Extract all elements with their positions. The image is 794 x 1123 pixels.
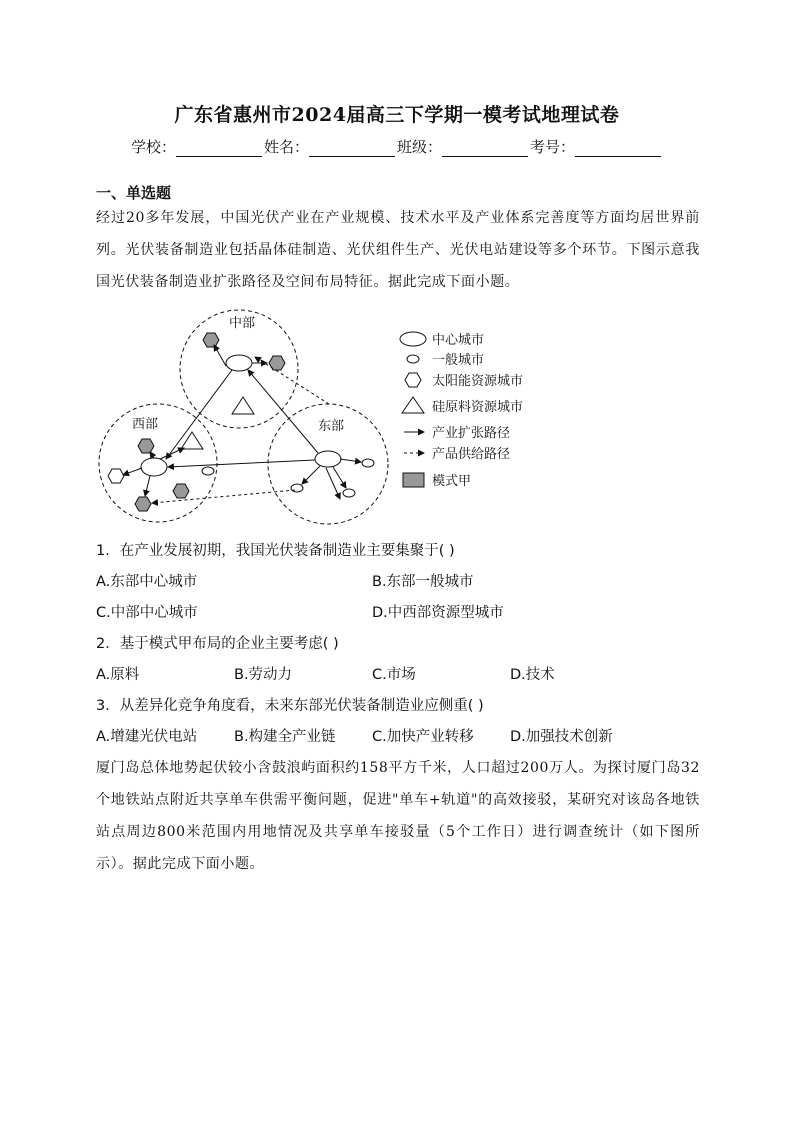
school-blank[interactable] — [176, 142, 262, 157]
west-region-label: 西部 — [132, 417, 159, 432]
expansion-path-arrow — [214, 345, 226, 366]
question-2-option-d[interactable]: D.技术 — [510, 667, 555, 683]
legend-general-city-icon — [407, 355, 419, 363]
legend-label: 产业扩张路径 — [432, 426, 511, 441]
question-1-stem: 1．在产业发展初期，我国光伏装备制造业主要集聚于( ) — [96, 543, 455, 559]
legend-label: 硅原料资源城市 — [432, 400, 524, 415]
page-title: 广东省惠州市2024届高三下学期一模考试地理试卷 — [174, 104, 620, 126]
question-1-option-a[interactable]: A.东部中心城市 — [96, 574, 198, 590]
mode-a-hexagon — [203, 333, 219, 347]
legend-solar-city-icon — [405, 373, 421, 387]
expansion-path-arrow — [145, 476, 150, 496]
diagram-legend — [400, 332, 523, 489]
east-region-label: 东部 — [318, 419, 345, 434]
question-3-option-c[interactable]: C.加快产业转移 — [372, 729, 474, 745]
question-3-option-a[interactable]: A.增建光伏电站 — [96, 729, 198, 745]
expansion-path-arrow — [302, 466, 320, 484]
expansion-path-arrow — [150, 452, 154, 458]
passage-1: 经过20多年发展，中国光伏产业在产业规模、技术水平及产业体系完善度等方面均居世界前列。光伏装备制造业包括晶体硅制造、光伏组件生产、光伏电站建设等多个环节。下图示意我国光伏装备制造业扩张路径及空间布局特征。据此完成下面小题。 — [96, 210, 700, 290]
student-info-line — [0, 136, 794, 157]
legend-label: 一般城市 — [432, 353, 485, 368]
question-2-stem: 2．基于模式甲布局的企业主要考虑( ) — [96, 636, 339, 652]
expansion-path-arrow — [123, 468, 142, 475]
expansion-path-arrow — [333, 467, 346, 488]
general-city — [202, 467, 214, 475]
question-1-option-b[interactable]: B.东部一般城市 — [372, 574, 474, 590]
central-center-city — [226, 355, 252, 371]
mode-a-hexagon — [173, 484, 189, 498]
pv-industry-diagram — [90, 300, 530, 532]
name-label: 姓名： — [263, 138, 309, 156]
legend-label: 中心城市 — [432, 333, 485, 348]
question-1-option-d[interactable]: D.中西部资源型城市 — [372, 605, 504, 621]
legend-silicon-city-icon — [402, 397, 424, 413]
mode-a-hexagon — [135, 497, 151, 511]
class-blank[interactable] — [442, 142, 528, 157]
question-3-option-d[interactable]: D.加强技术创新 — [510, 729, 613, 745]
expansion-path-arrow — [168, 460, 315, 467]
number-label: 考号： — [530, 138, 576, 156]
section-title: 一、单选题 — [96, 184, 172, 202]
legend-label: 产品供给路径 — [432, 447, 511, 462]
general-city — [362, 459, 374, 467]
passage-2: 厦门岛总体地势起伏较小含鼓浪屿面积约158平方千米，人口超过200万人。为探讨厦门岛32个地铁站点附近共享单车供需平衡问题，促进"单车+轨道"的高效接驳，某研究对该岛各地铁站点周边800米范围内用地情况及共享单车接驳量（5个工作日）进行调查统计（如下图所示）。据此完成下面小题。 — [96, 760, 700, 872]
solar-resource-city — [108, 469, 124, 483]
question-2-option-b[interactable]: B.劳动力 — [234, 667, 293, 683]
class-label: 班级： — [397, 138, 443, 156]
question-1-option-c[interactable]: C.中部中心城市 — [96, 605, 198, 621]
expansion-path-arrow — [340, 459, 361, 462]
expansion-path-arrow — [326, 468, 340, 499]
silicon-resource-city — [232, 397, 254, 414]
general-city — [291, 484, 303, 492]
question-2-option-c[interactable]: C.市场 — [372, 667, 416, 683]
legend-mode-a-icon — [403, 473, 424, 487]
expansion-path-arrow — [248, 370, 318, 453]
legend-center-city-icon — [400, 332, 426, 346]
question-3-stem: 3．从差异化竞争角度看，未来东部光伏装备制造业应侧重( ) — [96, 698, 484, 714]
central-region-label: 中部 — [229, 316, 256, 331]
legend-label: 模式甲 — [432, 474, 472, 489]
legend-label: 太阳能资源城市 — [432, 374, 524, 389]
general-city — [343, 489, 355, 497]
supply-path-arrow — [255, 357, 329, 404]
number-blank[interactable] — [575, 142, 661, 157]
question-2-option-a[interactable]: A.原料 — [96, 667, 140, 683]
name-blank[interactable] — [309, 142, 395, 157]
school-label: 学校： — [130, 138, 176, 156]
question-3-option-b[interactable]: B.构建全产业链 — [234, 729, 336, 745]
expansion-path-arrow — [160, 448, 184, 459]
east-center-city — [315, 451, 341, 467]
mode-a-hexagon — [138, 439, 154, 453]
west-center-city — [141, 458, 167, 476]
